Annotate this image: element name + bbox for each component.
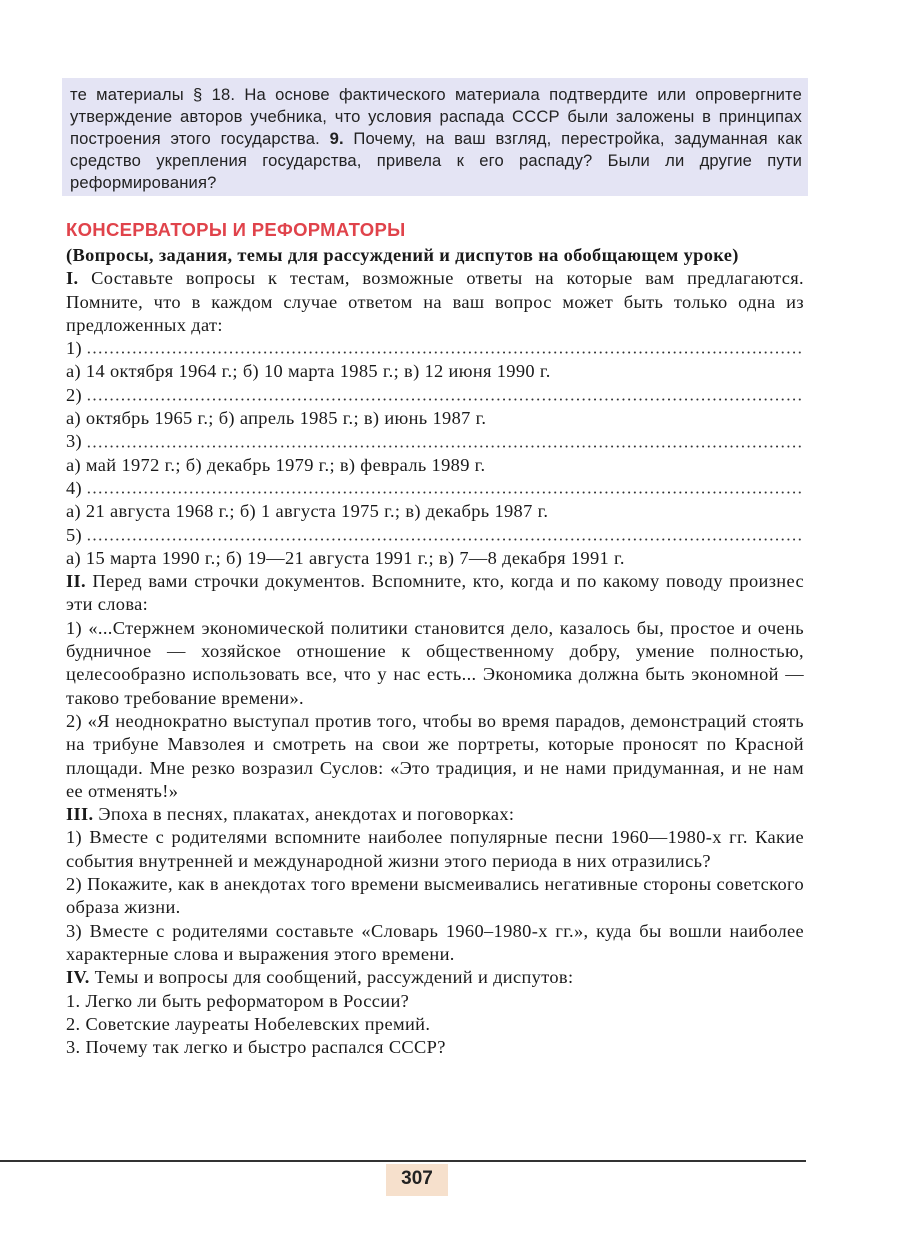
answer-options: а) октябрь 1965 г.; б) апрель 1985 г.; в) июнь 1987 г.: [66, 408, 487, 429]
section-2-num: II.: [66, 571, 86, 592]
section-3-num: III.: [66, 804, 94, 825]
answer-options: а) 21 августа 1968 г.; б) 1 августа 1975 г.; в) декабрь 1987 г.: [66, 501, 549, 522]
intro-text-1: те материалы § 18. На основе фактического материала подтвердите или опровергните утверждение авторов учебника, что условия распада СССР были заложены в принципах построения этого государства.: [70, 85, 802, 148]
footer-rule: [0, 1160, 806, 1162]
blank-question-line: [66, 524, 804, 547]
intro-text-2: Почему, на ваш взгляд, перестройка, задуманная как средство укрепления государства, привела к его распаду? Были ли другие пути реформирования?: [70, 129, 802, 192]
section-4-num: IV.: [66, 967, 90, 988]
dotted-blank: [86, 351, 804, 354]
topic-item: 1. Легко ли быть реформатором в России?: [66, 990, 410, 1011]
topic-item: 3. Почему так легко и быстро распался СССР?: [66, 1037, 446, 1058]
section-2: [66, 570, 804, 617]
dotted-blank: [86, 445, 804, 448]
dotted-blank: [86, 538, 804, 541]
page-number: 307: [386, 1164, 448, 1196]
answer-options: а) 14 октября 1964 г.; б) 10 марта 1985 г.; в) 12 июня 1990 г.: [66, 361, 551, 382]
question-label: 1): [66, 338, 83, 359]
main-content: [66, 244, 804, 1059]
question-number: 9.: [329, 129, 344, 148]
answer-options: а) 15 марта 1990 г.; б) 19—21 августа 1991 г.; в) 7—8 декабря 1991 г.: [66, 547, 625, 568]
section-1-text: Составьте вопросы к тестам, возможные ответы на которые вам предлагаются. Помните, что в каждом случае ответом на ваш вопрос может быть только одна из предложенных дат:: [66, 268, 804, 335]
section-heading: КОНСЕРВАТОРЫ И РЕФОРМАТОРЫ: [66, 219, 406, 240]
section-3-item: 1) Вместе с родителями вспомните наиболее популярные песни 1960—1980-х гг. Какие события внутренней и международной жизни этого периода в них отразились?: [66, 827, 804, 871]
answer-options: а) май 1972 г.; б) декабрь 1979 г.; в) февраль 1989 г.: [66, 454, 486, 475]
question-label: 5): [66, 524, 83, 545]
section-1-num: I.: [66, 268, 79, 289]
section-1: [66, 267, 804, 337]
blank-question-line: [66, 337, 804, 360]
section-3-text: Эпоха в песнях, плакатах, анекдотах и поговорках:: [93, 804, 515, 825]
intro-box: [62, 78, 808, 196]
blank-question-line: [66, 384, 804, 407]
section-4-text: Темы и вопросы для сообщений, рассуждений и диспутов:: [89, 967, 574, 988]
quote-1: 1) «...Стержнем экономической политики становится дело, казалось бы, простое и очень будничное — хозяйское отношение к общественному добру, умение полностью, целесообразно использовать все, что у нас есть... Экономика должна быть экономной — таково требование времени».: [66, 617, 804, 708]
question-label: 3): [66, 431, 83, 452]
subheading: (Вопросы, задания, темы для рассуждений и диспутов на обобщающем уроке): [66, 245, 739, 265]
section-3: [66, 803, 804, 826]
blank-question-line: [66, 430, 804, 453]
test-items: [66, 337, 804, 570]
blank-question-line: [66, 477, 804, 500]
section-4: [66, 966, 804, 989]
section-3-item: 2) Покажите, как в анекдотах того времени высмеивались негативные стороны советского образа жизни.: [66, 874, 804, 918]
section-3-item: 3) Вместе с родителями составьте «Словарь 1960–1980-х гг.», куда бы вошли наиболее характерные слова и выражения этого времени.: [66, 920, 804, 964]
question-label: 4): [66, 477, 83, 498]
dotted-blank: [86, 398, 804, 401]
topic-item: 2. Советские лауреаты Нобелевских премий.: [66, 1013, 431, 1034]
section-2-text: Перед вами строчки документов. Вспомните, кто, когда и по какому поводу произнес эти слова:: [66, 571, 804, 615]
question-label: 2): [66, 384, 83, 405]
dotted-blank: [86, 491, 804, 494]
quote-2: 2) «Я неоднократно выступал против того, чтобы во время парадов, демонстраций стоять на трибуне Мавзолея и смотреть на свои же портреты, которые проносят по Красной площади. Мне резко возразил Суслов: «Это традиция, и не нами придуманная, и не нам ее отменять!»: [66, 710, 804, 801]
